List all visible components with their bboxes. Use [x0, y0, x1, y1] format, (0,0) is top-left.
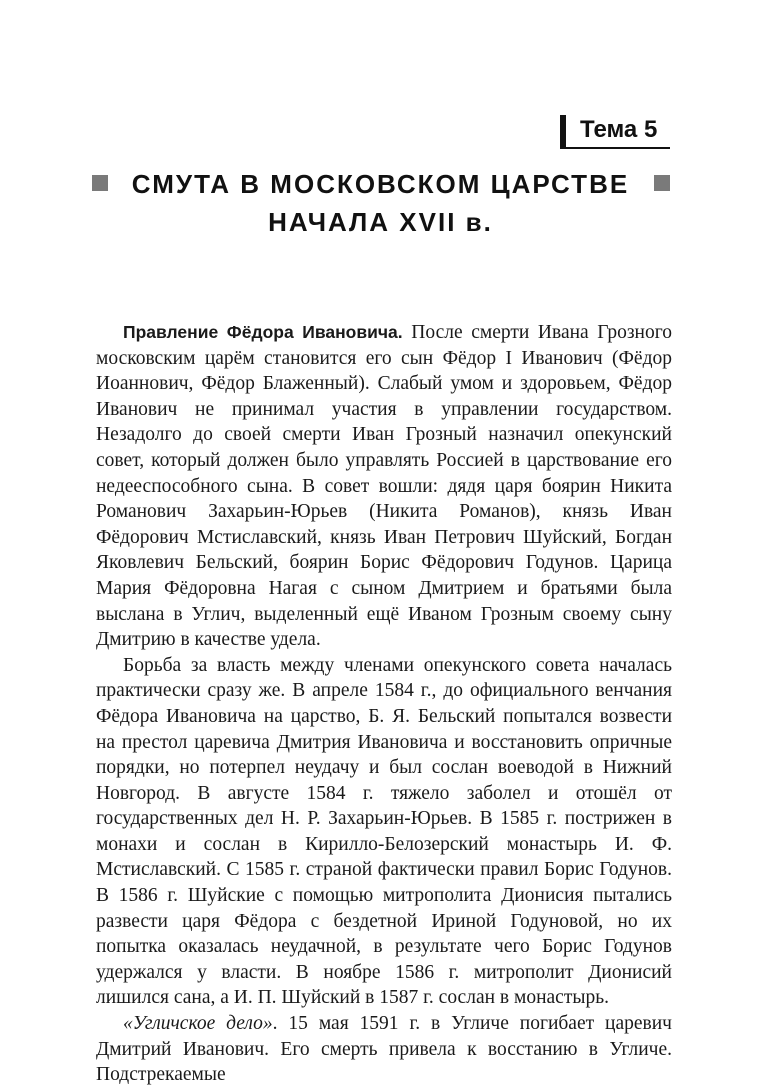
- page-title: [88, 165, 673, 241]
- paragraph-lead-italic: «Угличское дело»: [123, 1013, 273, 1035]
- paragraph-text: Борьба за власть между членами опекунского совета началась практически сразу же. В апреле 1584 г., до официального венчания Фёдора Ивановича на царство, Б. Я. Бельский попытался возвести на престол царевича Дмитрия Ивановича и восстановить опричные порядки, но потерпел неудачу и был сослан воеводой в Нижний Новгород. В августе 1584 г. тяжело заболел и отошёл от государственных дел Н. Р. Захарьин-Юрьев. В 1585 г. пострижен в монахи и сослан в Кирилло-Белозерский монастырь И. Ф. Мстиславский. С 1585 г. страной фактически правил Борис Годунов. В 1586 г. Шуйские с помощью митрополита Дионисия пытались развести царя Фёдора с бездетной Ириной Годуновой, но их попытка оказалась неудачной, в результате чего Борис Годунов удержался у власти. В ноябре 1586 г. митрополит Дионисий лишился сана, а И. П. Шуйский в 1587 г. сослан в монастырь.: [96, 654, 672, 1009]
- title-line-1: СМУТА В МОСКОВСКОМ ЦАРСТВЕ: [131, 169, 630, 199]
- title-line-2: НАЧАЛА XVII в.: [268, 207, 493, 237]
- paragraph-3: [96, 1011, 672, 1088]
- paragraph-2: [96, 653, 672, 1011]
- paragraph-text: . 15 мая 1591 г. в Угличе погибает царевич Дмитрий Иванович. Его смерть привела к восстанию в Угличе. Подстрекаемые: [96, 1013, 672, 1086]
- theme-label: Тема 5: [560, 115, 670, 149]
- paragraph-lead: Правление Фёдора Ивановича.: [123, 322, 403, 342]
- body-text: [96, 320, 672, 1088]
- paragraph-1: [96, 320, 672, 653]
- paragraph-text: После смерти Ивана Грозного московским царём становится его сын Фёдор I Иванович (Фёдор Иоаннович, Фёдор Блаженный). Слабый умом и здоровьем, Фёдор Иванович не принимал участия в управлении государством. Незадолго до своей смерти Иван Грозный назначил опекунский совет, который должен было управлять Россией в царствование его недееспособного сына. В совет вошли: дядя царя боярин Никита Романович Захарьин-Юрьев (Никита Романов), князь Иван Фёдорович Мстиславский, князь Иван Петрович Шуйский, Богдан Яковлевич Бельский, боярин Борис Фёдорович Годунов. Царица Мария Фёдоровна Нагая с сыном Дмитрием и братьями была выслана в Углич, выделенный ещё Иваном Грозным своему сыну Дмитрию в качестве удела.: [96, 322, 672, 651]
